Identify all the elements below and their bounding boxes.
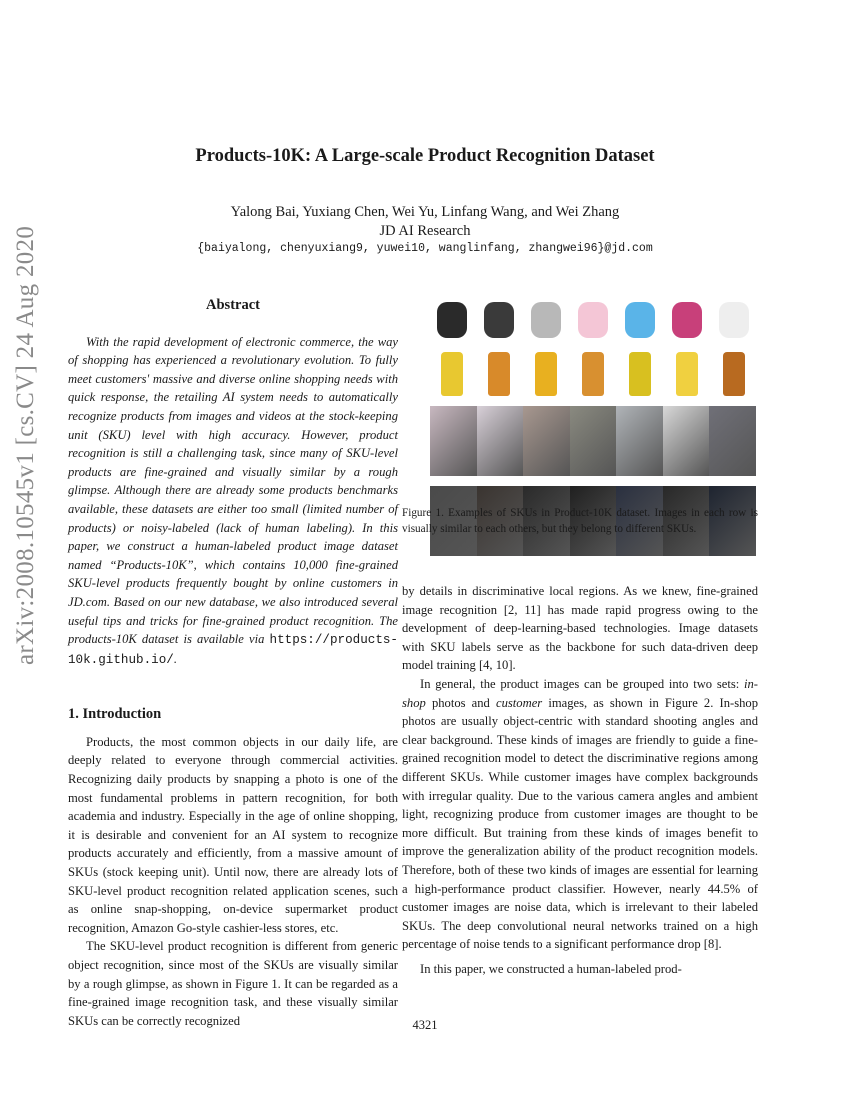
page-number: 4321 [412, 1018, 438, 1032]
figure-thumbnail-oil-bottles [571, 352, 616, 396]
body-paragraph: by details in discriminative local regions. As we knew, fine-grained image recognition [2, 11] has made rapid progress owing to the development of deep-learning-based technologies. Image datasets with SKU labels serve as the backbone for such data-driven deep model training [4, 10]. [402, 584, 758, 673]
figure-thumbnail-sewing-machines [570, 406, 617, 476]
left-column [68, 296, 398, 1030]
figure-thumbnail-sewing-machines [663, 406, 710, 476]
figure-thumbnail-oil-bottles [711, 352, 756, 396]
intro-paragraph: The SKU-level product recognition is different from generic object recognition, since most of the SKUs are visually similar by a rough glimpse, as shown in Figure 1. It can be regarded as a fine-grained image recognition task, and these visually similar SKUs can be correctly recognized [68, 939, 398, 1028]
right-column [402, 582, 758, 978]
figure-row-oil-bottles [430, 352, 756, 396]
paper-title: Products-10K: A Large-scale Product Recognition Dataset [195, 146, 655, 166]
figure-thumbnail-watches [571, 298, 616, 342]
intro-paragraph: Products, the most common objects in our daily life, are deeply related to everyone through commercial activities. Recognizing daily products by snapping a photo is one of the most fundamental problems in pattern recognition, for both academia and industry. Especially in the age of online shopping, it is desirable and convenient for an AI system to recognize products accurately and efficiently, from a massive amount of SKUs (stock keeping unit). Until now, there are already lots of SKU-level product recognition related application scenes, such as online snap-shopping, on-device supermarket product recognition, Amazon Go-style cashier-less stores, etc. [68, 734, 398, 935]
figure-thumbnail-oil-bottles [664, 352, 709, 396]
figure-thumbnail-watches [664, 298, 709, 342]
figure-thumbnail-watches [430, 298, 475, 342]
figure-thumbnail-oil-bottles [524, 352, 569, 396]
figure-thumbnail-sewing-machines [616, 406, 663, 476]
figure-thumbnail-sewing-machines [430, 406, 477, 476]
figure-row-watches [430, 298, 756, 342]
body-paragraph: In general, the product images can be grouped into two sets: in-shop photos and customer images, as shown in Figure 2. In-shop photos are usually object-centric with standard shooting angles and clear background. These kinds of images are friendly to guide a fine-grained recognition model to detect the discriminative regions among different SKUs. While customer images have complex backgrounds with irregular quality. Due to the various camera angles and ambient light, recognizing produce from customer images are thought to be more difficult. But training from these kinds of images benefit to improve the generalization ability of the product recognition models. Therefore, both of these two kinds of images are essential for learning a high-performance product classifier. However, nearly 44.5% of customer images are noise data, which is irrelevant to their labeled SKUs. The deep convolutional neural networks trained on a high percentage of noise tends to a significant performance drop [8]. [402, 676, 758, 952]
abstract-end: . [173, 651, 177, 666]
abstract-text: With the rapid development of electronic commerce, the way of shopping has experienced a revolutionary evolution. To fully meet customers' massive and diverse online shopping needs with quick response, the retailing AI system needs to automatically recognize products from images and videos at the stock-keeping unit (SKU) level with high accuracy. However, product recognition is still a challenging task, since many of SKU-level products are fine-grained and visually similar by a rough glimpse. Although there are already some products benchmarks available, these datasets are either too small (limited number of products) or noisy-labeled (lack of human labeling). In this paper, we construct a human-labeled product image dataset named “Products-10K”, which contains 10,000 fine-grained SKU-level products frequently bought by online customers in JD.com. Based on our new database, we also introduced several useful tips and tricks for fine-grained product recognition. The products-10K dataset is available via [68, 334, 398, 647]
figure-thumbnail-sewing-machines [709, 406, 756, 476]
abstract-body [68, 333, 398, 670]
figure-thumbnail-sewing-machines [477, 406, 524, 476]
dataset-link[interactable]: https://products-10k.github.io/ [68, 633, 398, 667]
affiliation: JD AI Research [379, 223, 471, 239]
arxiv-stamp: arXiv:2008.10545v1 [cs.CV] 24 Aug 2020 [12, 225, 39, 665]
figure-row-sewing-machines [430, 406, 756, 476]
author-list: Yalong Bai, Yuxiang Chen, Wei Yu, Linfang Wang, and Wei Zhang [230, 204, 620, 220]
figure-caption: Figure 1. Examples of SKUs in Product-10K dataset. Images in each row is visually similar to each others, but they belong to different SKUs. [402, 507, 758, 535]
author-block [0, 203, 850, 241]
figure-thumbnail-watches [477, 298, 522, 342]
figure-thumbnail-watches [524, 298, 569, 342]
figure-thumbnail-oil-bottles [477, 352, 522, 396]
figure-thumbnail-sewing-machines [523, 406, 570, 476]
abstract-heading: Abstract [206, 297, 260, 313]
section-heading-introduction: 1. Introduction [68, 706, 162, 723]
figure-thumbnail-watches [617, 298, 662, 342]
figure-thumbnail-oil-bottles [617, 352, 662, 396]
body-paragraph: In this paper, we constructed a human-labeled prod- [420, 961, 682, 976]
figure-thumbnail-oil-bottles [430, 352, 475, 396]
author-emails: {baiyalong, chenyuxiang9, yuwei10, wanglinfang, zhangwei96}@jd.com [197, 242, 653, 255]
figure-thumbnail-watches [711, 298, 756, 342]
